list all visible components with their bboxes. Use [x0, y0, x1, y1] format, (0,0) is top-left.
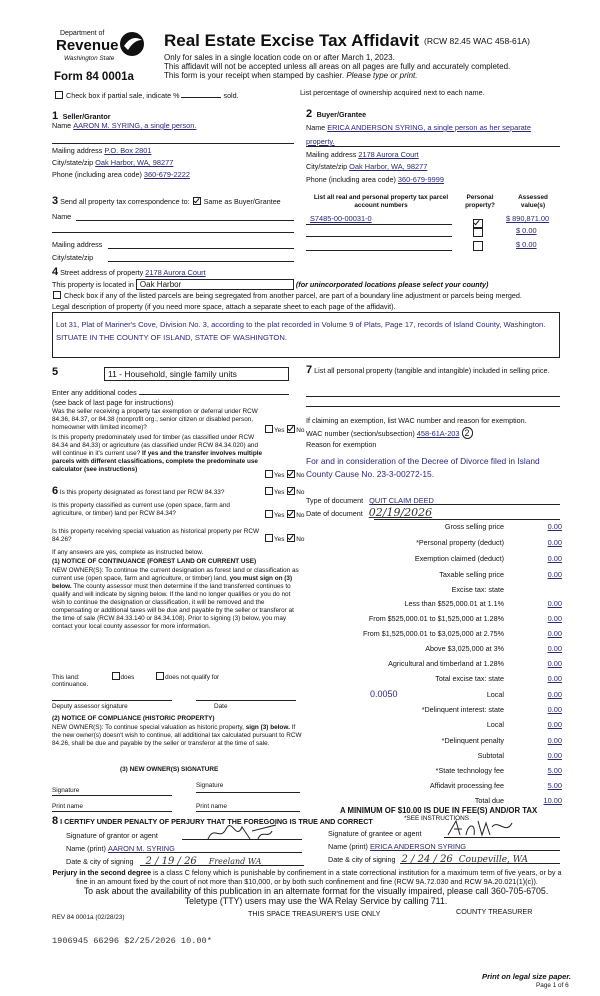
yes-checkbox[interactable]: [265, 510, 273, 518]
tax-value[interactable]: 0.00: [547, 538, 562, 547]
notice-continuance-heading: (1) NOTICE OF CONTINUANCE (FOREST LAND OR CURRENT USE): [52, 558, 257, 565]
minimum-due: A MINIMUM OF $10.00 IS DUE IN FEE(S) AND/OR TAX: [340, 806, 538, 815]
tax-value[interactable]: 5.00: [547, 766, 562, 775]
sub-line-2: This affidavit will not be accepted unless all areas on all pages are fully and accurately completed.: [164, 62, 511, 71]
assessed-value[interactable]: $ 0.00: [516, 226, 537, 235]
tax-value[interactable]: 5.00: [547, 781, 562, 790]
add-codes-label: Enter any additional codes: [52, 388, 289, 397]
wac-row: WAC number (section/subsection) 458-61A-203 2: [306, 429, 473, 438]
parcel-account[interactable]: S7485-00-00031-0: [310, 214, 372, 223]
tax-value[interactable]: 0.00: [547, 629, 562, 638]
legal-line-1: Lot 31, Plat of Mariner's Cove, Division No. 3, according to the plat recorded in Volume 9 of Plats, Page 17, records of Island County, Washington.: [56, 320, 546, 329]
tax-value[interactable]: 0.00: [547, 659, 562, 668]
seller-address-row: Mailing address P.O. Box 2801: [52, 146, 152, 155]
tax-value[interactable]: 0.00: [547, 570, 562, 579]
dept-state: Washington State: [64, 55, 115, 62]
cashier-stamp: 1906945 66296 $2/25/2026 10.00*: [52, 936, 212, 946]
tax-value[interactable]: 0.00: [547, 690, 562, 699]
seller-city-row: City/state/zip Oak Harbor, WA, 98277: [52, 158, 174, 167]
partial-sale-checkbox[interactable]: [55, 91, 63, 99]
exemption-question: Was the seller receiving a property tax exemption or deferral under RCW 84.36, 84.37, or 84.38 (nonprofit org., senior citizen or disabled person, homeowner with limited income)?: [52, 408, 258, 431]
segregation-checkbox[interactable]: [53, 291, 61, 299]
dor-swoosh-icon: [118, 30, 148, 58]
buyer-name-row: Name ERICA ANDERSON SYRING, a single person as her separate: [306, 123, 531, 132]
perjury-notice: Perjury in the second degree is a class C felony which is punishable by confinement in a state correctional institution for a maximum term of five years, or by a fine in an amount fixed by the court of not more than $10,000, or by both such confinement and fine (RCW 9A.72.030 and RCW 9A.20.021(1)(c)).: [52, 868, 562, 886]
ownership-note: List percentage of ownership acquired next to each name.: [300, 88, 485, 97]
dept-top: Department of: [60, 30, 105, 37]
form-title: Real Estate Excise Tax Affidavit: [164, 31, 420, 50]
grantee-city-field[interactable]: Coupeville, WA: [458, 855, 529, 865]
no-checkbox[interactable]: [287, 487, 295, 495]
no-checkbox[interactable]: [287, 470, 295, 478]
assessed-value[interactable]: $ 890,871.00: [506, 214, 550, 223]
page-number: Page 1 of 6: [536, 982, 569, 989]
personal-property-checkbox[interactable]: [473, 241, 483, 251]
seller-name-row: Name AARON M. SYRING, a single person.: [52, 121, 197, 130]
seller-address-field[interactable]: P.O. Box 2801: [104, 146, 152, 155]
tax-value[interactable]: 0.00: [547, 674, 562, 683]
sec3-name-row: Name: [52, 212, 72, 221]
owner-print-1: Print name: [52, 803, 83, 810]
exemption-prompt: If claiming an exemption, list WAC number and reason for exemption.: [306, 416, 527, 425]
buyer-phone-field[interactable]: 360-679-9999: [397, 175, 444, 184]
sec3-city-row: City/state/zip: [52, 253, 94, 262]
legal-description-box[interactable]: [52, 312, 560, 358]
tax-value[interactable]: 0.00: [547, 554, 562, 563]
sec3-header: 3 Send all property tax correspondence to: Same as Buyer/Grantee: [52, 195, 281, 207]
location-select[interactable]: Oak Harbor: [136, 279, 294, 290]
personal-property-checkbox[interactable]: [473, 227, 483, 237]
seller-heading: 1 Seller/Grantor: [52, 110, 111, 122]
legal-label: Legal description of property (if you need more space, attach a separate sheet to each page of the affidavit).: [52, 302, 396, 311]
sec5-number: 5: [52, 366, 59, 378]
owner-sig-2: Signature: [196, 782, 224, 789]
grantor-city-field[interactable]: Freeland WA: [208, 857, 262, 866]
seller-city-field[interactable]: Oak Harbor, WA, 98277: [95, 158, 174, 167]
sub-line-3: This form is your receipt when stamped by cashier. Please type or print.: [164, 71, 418, 80]
buyer-city-row: City/state/zip Oak Harbor, WA, 98277: [306, 162, 428, 171]
wac-field[interactable]: 458-61A-203: [416, 429, 460, 438]
sub-line-1: Only for sales in a single location code on or after March 1, 2023.: [164, 53, 395, 62]
see-instructions-note: *SEE INSTRUCTIONS: [404, 815, 469, 822]
tax-value[interactable]: 0.00: [547, 599, 562, 608]
local-rate: 0.0050: [370, 689, 398, 699]
owner-sig-1: Signature: [52, 787, 80, 794]
seller-phone-row: Phone (including area code) 360-679-2222: [52, 170, 190, 179]
reason-field[interactable]: For and in consideration of the Decree of Divorce filed in Island County Cause No. 23-3-00272-15.: [306, 456, 540, 479]
timber-answer: Yes No: [264, 470, 304, 480]
exemption-answer: Yes No: [264, 425, 304, 435]
buyer-name-field[interactable]: ERICA ANDERSON SYRING, a single person as her separate: [327, 123, 531, 132]
forest-question: 6 Is this property designated as forest land per RCW 84.33?: [52, 485, 225, 497]
land-use-select[interactable]: 11 - Household, single family units: [104, 367, 289, 381]
notice-continuance-text: NEW OWNER(S): To continue the current designation as forest land or classification as current use (open space, farm and agriculture, or timber) land, you must sign on (3) below. The county assessor must then determine if the land transferred continues to qualify and will indicate by signing below. If the land no longer qualifies or you do not wish to continue the designation or classification, it will be removed and the compensating or additional taxes will be due and payable by the seller or transferor at the time of sale (RCW 84.33.140 or 84.34.108). Prior to signing (3) below, you may contact your local county assessor for more information.: [52, 567, 299, 630]
street-field[interactable]: 2178 Aurora Court: [145, 268, 206, 277]
deputy-sig-label: Deputy assessor signature: [52, 703, 128, 710]
tax-value[interactable]: 0.00: [547, 705, 562, 714]
answers-note: If any answers are yes, complete as instructed below.: [52, 549, 204, 556]
current-use-answer: Yes No: [264, 510, 304, 520]
tax-value[interactable]: 0.00: [547, 614, 562, 623]
form-number: Form 84 0001a: [54, 71, 134, 83]
grantee-date-row: Date & city of signing 2 / 24 / 26 Coupeville, WA: [328, 854, 529, 865]
buyer-name-cont[interactable]: property.: [306, 137, 335, 146]
legal-line-2: SITUATE IN THE COUNTY OF ISLAND, STATE OF WASHINGTON.: [56, 333, 287, 342]
alternate-format-notice: To ask about the availability of this publication in an alternate format for the visually impaired, please call 360-705-6705. Teletype (TTY) users may use the WA Relay Service by calling 711.: [83, 886, 549, 906]
assessed-col-header: Assessed value(s): [518, 194, 548, 209]
does-checkbox[interactable]: [112, 672, 120, 680]
doc-type-field[interactable]: QUIT CLAIM DEED: [369, 496, 434, 505]
personal-col-header: Personal property?: [465, 194, 495, 209]
tax-value[interactable]: 0.00: [547, 720, 562, 729]
legal-paper-note: Print on legal size paper.: [482, 972, 572, 981]
owner-print-2: Print name: [196, 803, 227, 810]
buyer-address-field[interactable]: 2178 Aurora Court: [358, 150, 419, 159]
doc-type-row: Type of document QUIT CLAIM DEED: [306, 496, 434, 505]
tax-value[interactable]: 0.00: [547, 522, 562, 531]
seller-phone-field[interactable]: 360-679-2222: [143, 170, 190, 179]
reason-label: Reason for exemption: [306, 440, 377, 449]
grantor-date-field[interactable]: 2 / 19 / 26: [145, 856, 197, 867]
continuance-label: continuance.: [52, 681, 89, 688]
seller-name-field[interactable]: AARON M. SYRING, a single person.: [73, 121, 197, 130]
buyer-address-row: Mailing address 2178 Aurora Court: [306, 150, 419, 159]
dept-name: Revenue: [56, 37, 119, 54]
doc-date-row: Date of document 02/19/2026: [306, 506, 433, 519]
buyer-heading: 2 Buyer/Grantee: [306, 108, 367, 120]
buyer-phone-row: Phone (including area code) 360-679-9999: [306, 175, 444, 184]
certify-statement: 8 I CERTIFY UNDER PENALTY OF PERJURY THAT THE FOREGOING IS TRUE AND CORRECT: [52, 815, 373, 827]
personal-property-prompt: 7 List all personal property (tangible and intangible) included in selling price.: [306, 364, 550, 376]
street-row: 4 Street address of property 2178 Aurora Court: [52, 266, 206, 278]
grantor-name-row: Name (print) AARON M. SYRING: [66, 844, 175, 853]
grantor-sig-row: Signature of grantor or agent: [66, 831, 302, 840]
treasurer-use-label: THIS SPACE TREASURER'S USE ONLY: [248, 909, 381, 918]
grantee-signature-image[interactable]: [446, 817, 516, 839]
current-use-question: Is this property classified as current use (open space, farm and agriculture, or timber) land per RCW 84.34?: [52, 502, 230, 517]
grantor-signature-image[interactable]: [206, 823, 286, 843]
grantor-name-field[interactable]: AARON M. SYRING: [107, 844, 175, 853]
no-checkbox[interactable]: [287, 534, 295, 542]
notice-compliance-heading: (2) NOTICE OF COMPLIANCE (HISTORIC PROPERTY): [52, 715, 215, 722]
yes-checkbox[interactable]: [265, 487, 273, 495]
no-checkbox[interactable]: [287, 425, 295, 433]
partial-sale-row: Check box if partial sale, indicate % sold.: [54, 91, 239, 100]
deputy-date-label: Date: [214, 703, 228, 710]
grantee-sig-row: Signature of grantee or agent: [328, 829, 564, 838]
form-title-ref: (RCW 82.45 WAC 458-61A): [424, 36, 530, 46]
no-checkbox[interactable]: [287, 510, 295, 518]
forest-answer: Yes No: [264, 487, 304, 497]
tax-value[interactable]: 0.00: [547, 644, 562, 653]
parcel-col-header: List all real and personal property tax parcel account numbers: [313, 194, 449, 209]
qualify-row: This land: does does not qualify for: [52, 674, 220, 681]
yes-checkbox[interactable]: [265, 534, 273, 542]
doc-date-field[interactable]: 02/19/2026: [368, 506, 433, 519]
yes-checkbox[interactable]: [265, 470, 273, 478]
tax-value[interactable]: 0.00: [547, 751, 562, 760]
historic-question: Is this property receiving special valuation as historical property per RCW 84.26?: [52, 528, 260, 543]
historic-answer: Yes No: [264, 534, 304, 544]
tax-value[interactable]: 10.00: [543, 796, 562, 805]
sec3-address-row: Mailing address: [52, 240, 103, 249]
segregation-row: Check box if any of the listed parcels are being segregated from another parcel, are part of a boundary line adjustment or parcels being merged.: [52, 291, 522, 300]
same-as-buyer-checkbox[interactable]: [193, 197, 201, 205]
assessed-value[interactable]: $ 0.00: [516, 240, 537, 249]
revision-label: REV 84 0001a (02/28/23): [52, 914, 125, 921]
does-not-checkbox[interactable]: [156, 672, 164, 680]
grantee-name-field[interactable]: ERICA ANDERSON SYRING: [369, 842, 467, 851]
yes-checkbox[interactable]: [265, 425, 273, 433]
timber-question: Is this property predominately used for timber (as classified under RCW 84.34 and 84.33) or agriculture (as classified under RCW 84.34.020) and will continue in it's current use? If yes and the transfer involves multiple parcels with different classifications, complete the predominate use calculator (see instructions): [52, 434, 263, 473]
grantor-date-row: Date & city of signing 2 / 19 / 26 Freeland WA: [66, 856, 262, 867]
location-row: This property is located in Oak Harbor (for unincorporated locations please select your county): [52, 280, 489, 289]
notice-compliance-text: NEW OWNER(S): To continue special valuation as historic property, sign (3) below. If the new owner(s) doesn't wish to continue, all additional tax calculated pursuant to RCW 84.26, shall be due and payable by the seller or transferor at the time of sale.: [52, 724, 302, 747]
grantee-name-row: Name (print) ERICA ANDERSON SYRING: [328, 842, 467, 851]
county-treasurer-label: COUNTY TREASURER: [456, 907, 533, 916]
grantee-date-field[interactable]: 2 / 24 / 26: [401, 854, 453, 865]
see-instructions: (see back of last page for instructions): [52, 398, 174, 407]
new-owner-sig-heading: (3) NEW OWNER(S) SIGNATURE: [120, 766, 219, 773]
tax-value[interactable]: 0.00: [547, 736, 562, 745]
buyer-city-field[interactable]: Oak Harbor, WA, 98277: [349, 162, 428, 171]
